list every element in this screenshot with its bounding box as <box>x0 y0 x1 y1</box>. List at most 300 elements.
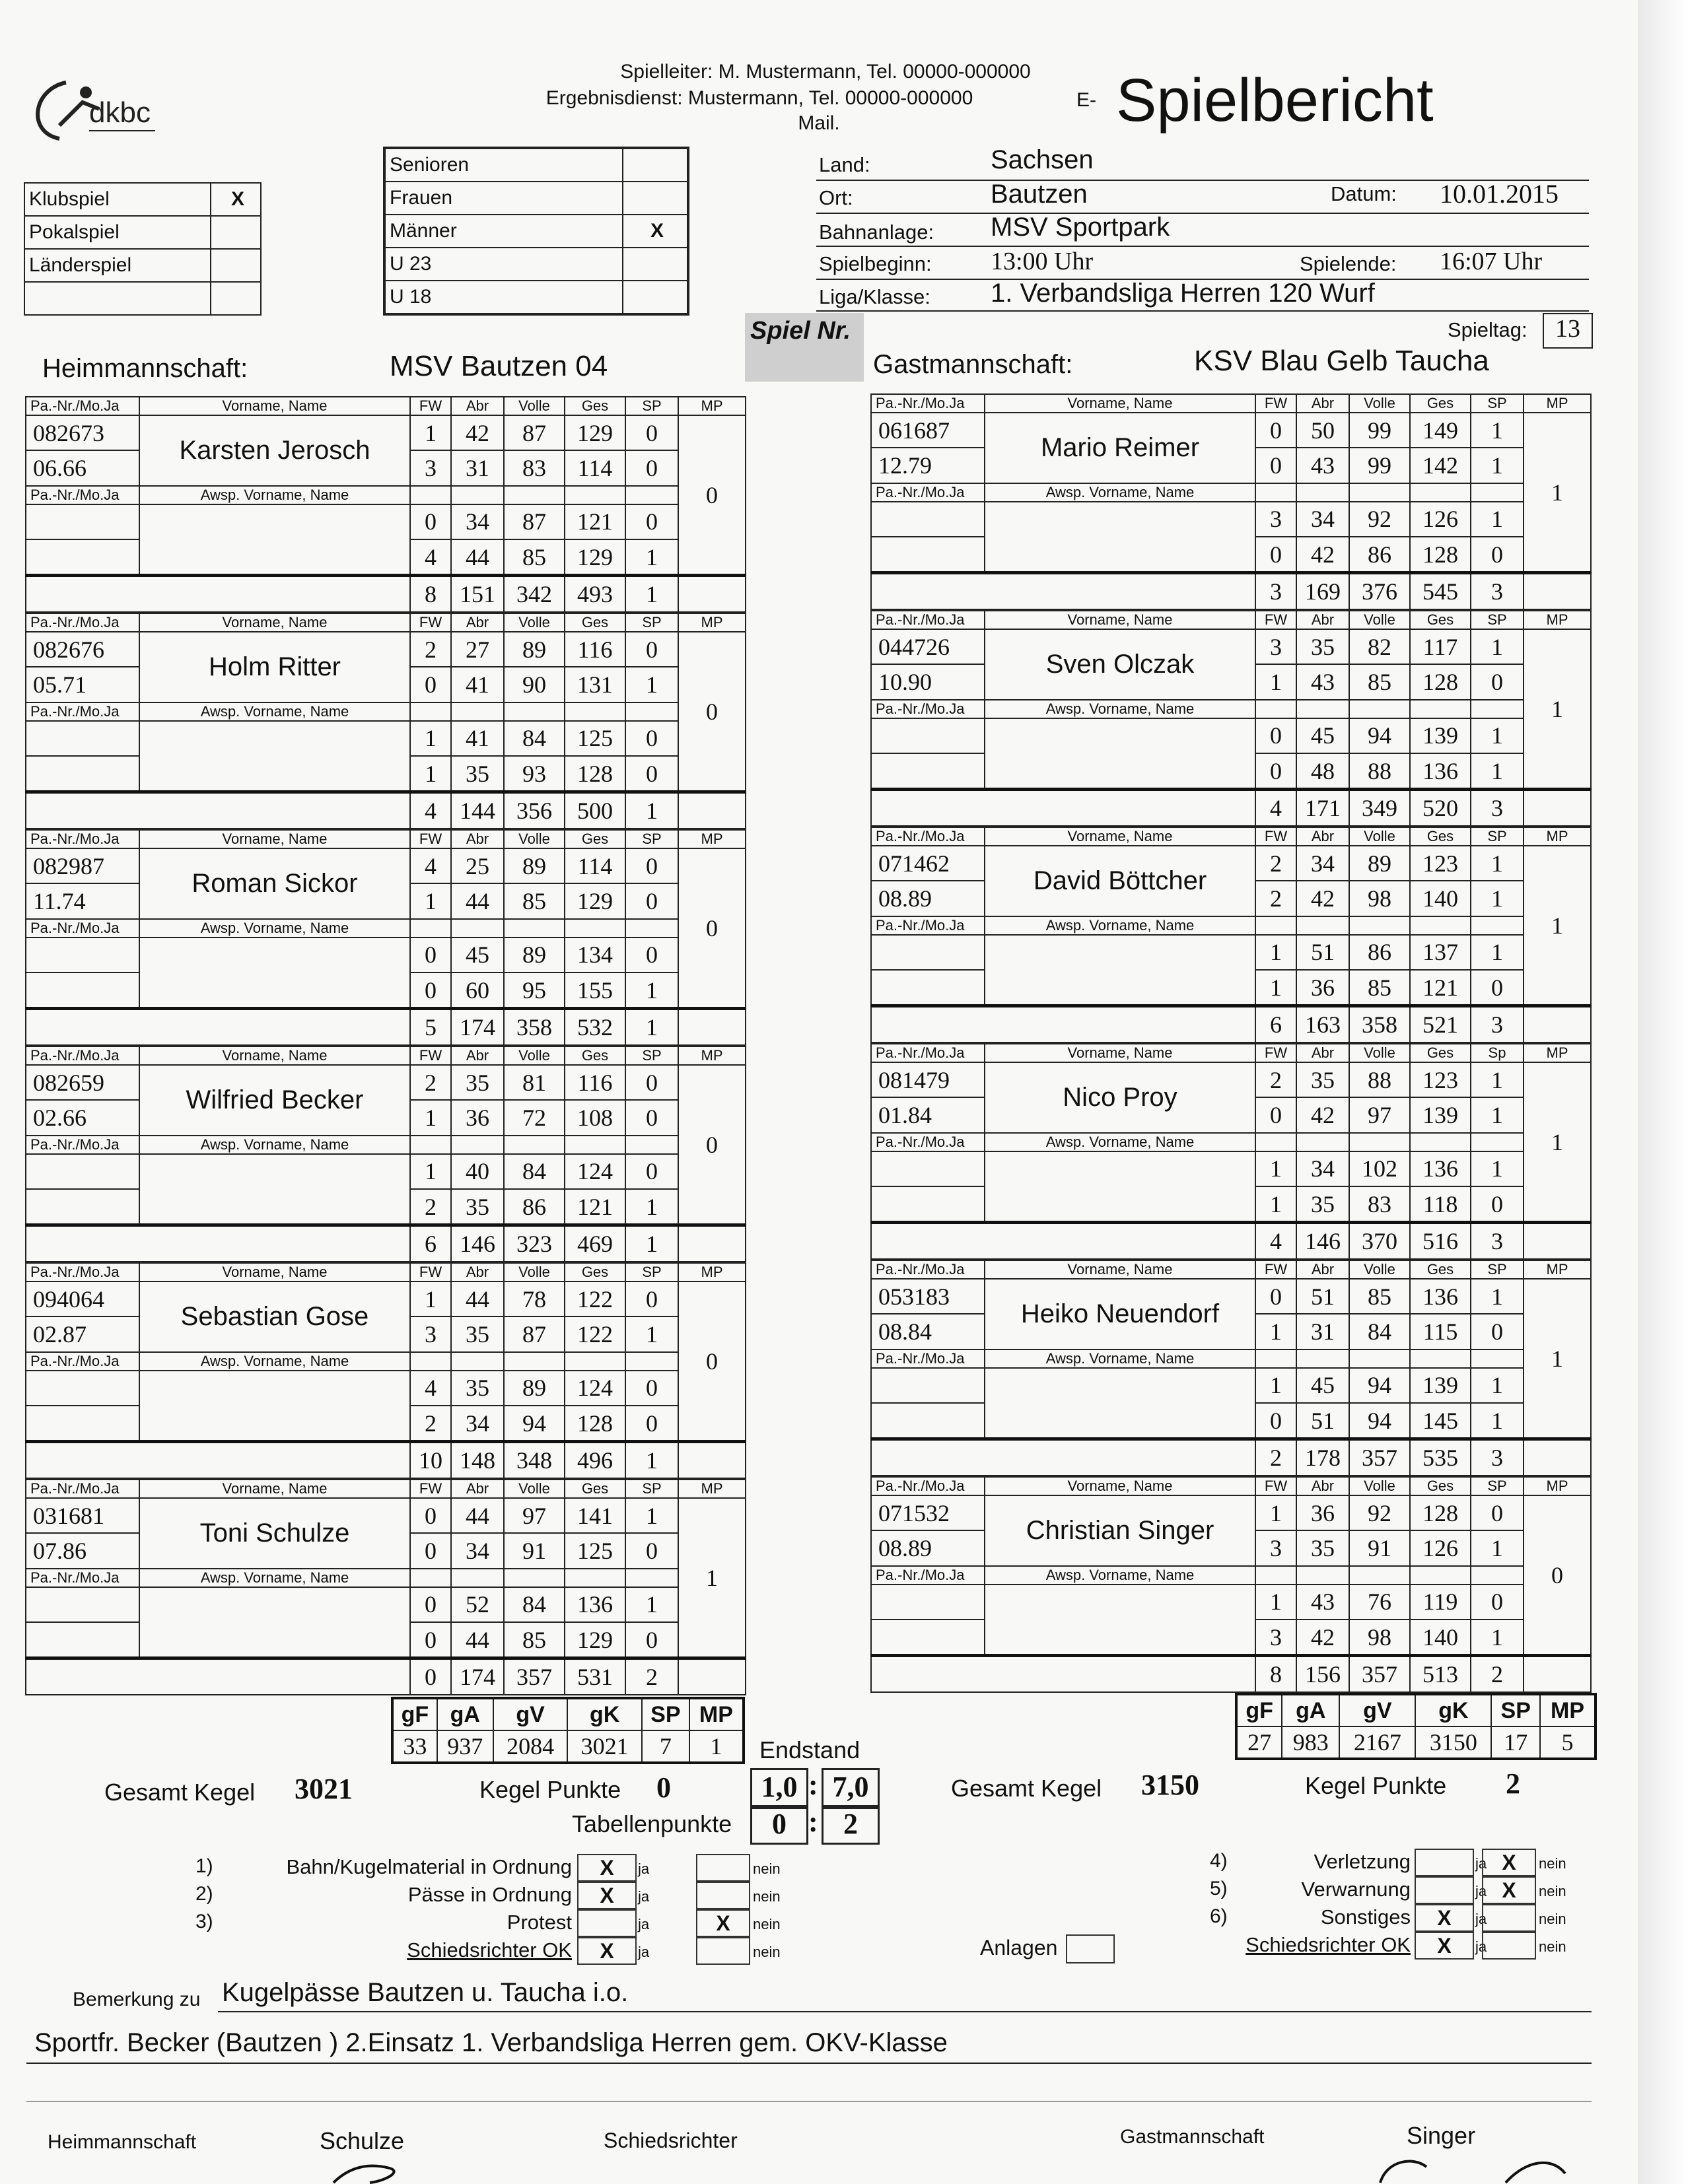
sp-cell: 1 <box>1471 1097 1524 1132</box>
check-ja-box[interactable]: X <box>577 1937 637 1965</box>
abr-header: Abr <box>1296 1477 1349 1495</box>
game-type-table <box>24 182 262 316</box>
fw-cell: 2 <box>410 1065 451 1100</box>
pa-header: Pa.-Nr./Mo.Ja <box>871 1349 985 1368</box>
fw-cell: 3 <box>1255 1620 1296 1656</box>
substitute-name[interactable] <box>139 1154 410 1225</box>
check-nein-box[interactable]: X <box>1482 1876 1536 1904</box>
ges-header: Ges <box>1410 1477 1471 1495</box>
name-header: Vorname, Name <box>139 1046 410 1065</box>
sp-header: SP <box>625 1480 678 1498</box>
fw-cell: 0 <box>410 667 451 702</box>
check-nein-box[interactable] <box>1482 1904 1536 1932</box>
fw-cell: 0 <box>410 938 451 973</box>
sp-cell: 1 <box>1471 935 1524 970</box>
sp-cell: 1 <box>1471 502 1524 537</box>
volle-cell: 84 <box>504 1154 565 1189</box>
ges-cell: 142 <box>1410 448 1471 483</box>
total-fw: 5 <box>410 1009 451 1045</box>
abr-cell: 45 <box>451 938 504 973</box>
guest-player-block <box>870 1476 1590 1693</box>
volle-cell: 87 <box>504 1316 565 1351</box>
summary-header: gK <box>1415 1694 1491 1726</box>
sp-cell: 0 <box>1471 1495 1524 1530</box>
player-pass-number: 071532 <box>871 1495 985 1530</box>
player-pass-number: 082659 <box>26 1065 139 1100</box>
fw-cell: 2 <box>1255 1062 1296 1097</box>
total-sp: 3 <box>1471 1439 1524 1476</box>
abr-header: Abr <box>451 613 504 632</box>
ges-cell: 122 <box>565 1316 625 1351</box>
abr-cell: 43 <box>1296 664 1349 699</box>
check-nein-box[interactable] <box>696 1882 750 1909</box>
check-ja-box[interactable] <box>1415 1849 1474 1876</box>
sp-cell: 0 <box>1471 1186 1524 1223</box>
ja-label: ja <box>1475 1883 1487 1899</box>
fw-cell: 4 <box>410 1371 451 1406</box>
fw-cell: 4 <box>410 848 451 883</box>
pa-header: Pa.-Nr./Mo.Ja <box>871 611 985 629</box>
abr-cell: 34 <box>451 504 504 539</box>
mp-cell: 0 <box>678 632 746 792</box>
name-header: Vorname, Name <box>985 394 1255 413</box>
check-ja-box[interactable] <box>1415 1876 1474 1904</box>
fw-cell: 0 <box>1255 1279 1296 1314</box>
home-punkte-label: Kegel Punkte <box>479 1776 621 1803</box>
summary-value: 7 <box>642 1730 689 1763</box>
nein-label: nein <box>1539 1938 1566 1955</box>
page-title: Spielbericht <box>1116 67 1434 134</box>
total-fw: 8 <box>1255 1656 1296 1692</box>
summary-value: 33 <box>392 1730 437 1763</box>
pa-header: Pa.-Nr./Mo.Ja <box>26 830 139 848</box>
category-mark[interactable]: X <box>623 215 688 248</box>
total-abr: 171 <box>1296 790 1349 826</box>
check-nein-box[interactable] <box>1482 1932 1536 1960</box>
check-nein-box[interactable] <box>696 1854 750 1882</box>
substitute-header: Awsp. Vorname, Name <box>139 1569 410 1587</box>
category-label: U 23 <box>384 248 623 281</box>
check-label: Bahn/Kugelmaterial in Ordnung <box>286 1855 572 1878</box>
name-header: Vorname, Name <box>985 827 1255 846</box>
guest-punkte-label: Kegel Punkte <box>1305 1772 1447 1799</box>
ges-cell: 136 <box>1410 1279 1471 1314</box>
mp-cell: 0 <box>678 415 746 576</box>
ende-label: Spielende: <box>1300 252 1397 275</box>
sp-cell: 1 <box>1471 1062 1524 1097</box>
pa-header: Pa.-Nr./Mo.Ja <box>871 1477 985 1495</box>
total-volle: 357 <box>504 1658 565 1695</box>
check-nein-box[interactable] <box>696 1937 750 1965</box>
home-player-table <box>25 613 746 829</box>
check-ja-box[interactable]: X <box>577 1882 637 1909</box>
sp-cell: 1 <box>1471 1403 1524 1439</box>
abr-header: Abr <box>1296 1260 1349 1279</box>
check-ja-box[interactable] <box>577 1909 637 1937</box>
name-header: Vorname, Name <box>985 1477 1255 1495</box>
volle-cell: 94 <box>1349 718 1410 753</box>
home-summary-table <box>391 1697 745 1764</box>
ges-cell: 149 <box>1410 413 1471 448</box>
substitute-name[interactable] <box>985 935 1255 1006</box>
substitute-name[interactable] <box>985 1368 1255 1439</box>
fw-cell: 0 <box>410 1498 451 1533</box>
abr-cell: 42 <box>1296 1620 1349 1656</box>
total-volle: 370 <box>1349 1223 1410 1259</box>
abr-cell: 40 <box>451 1154 504 1189</box>
fw-cell: 3 <box>1255 1530 1296 1565</box>
volle-cell: 85 <box>1349 664 1410 699</box>
fw-cell: 1 <box>1255 1186 1296 1223</box>
substitute-header: Awsp. Vorname, Name <box>985 1566 1255 1585</box>
fw-header: FW <box>1255 1044 1296 1062</box>
ges-cell: 139 <box>1410 718 1471 753</box>
land-label: Land: <box>819 153 870 176</box>
mp-header: MP <box>678 613 746 632</box>
sp-cell: 1 <box>625 539 678 576</box>
endstand-guest: 7,0 <box>822 1768 880 1809</box>
abr-header: Abr <box>451 830 504 848</box>
datum-value: 10.01.2015 <box>1440 179 1559 209</box>
total-fw: 6 <box>410 1225 451 1262</box>
pa-header: Pa.-Nr./Mo.Ja <box>26 1352 139 1371</box>
substitute-name[interactable] <box>139 721 410 792</box>
mp-header: MP <box>678 830 746 848</box>
ges-header: Ges <box>565 1046 625 1065</box>
category-mark[interactable] <box>623 248 688 281</box>
nein-label: nein <box>753 1944 781 1960</box>
volle-cell: 97 <box>1349 1097 1410 1132</box>
abr-header: Abr <box>451 397 504 415</box>
game-type-mark[interactable] <box>211 216 261 249</box>
home-player-block <box>25 1262 745 1479</box>
substitute-header: Awsp. Vorname, Name <box>139 919 410 938</box>
total-fw: 3 <box>1255 573 1296 609</box>
total-abr: 144 <box>451 792 504 829</box>
sp-header: SP <box>1471 611 1524 629</box>
ges-cell: 145 <box>1410 1403 1471 1439</box>
category-label: Männer <box>384 215 623 248</box>
ges-cell: 125 <box>565 721 625 756</box>
summary-value: 27 <box>1236 1726 1282 1759</box>
substitute-name[interactable] <box>139 1587 410 1658</box>
player-pass-number: 044726 <box>871 629 985 664</box>
fw-header: FW <box>410 1263 451 1281</box>
total-fw: 2 <box>1255 1439 1296 1476</box>
category-mark[interactable] <box>623 148 688 182</box>
pa-header: Pa.-Nr./Mo.Ja <box>26 397 139 415</box>
fw-cell: 0 <box>410 1622 451 1658</box>
fw-cell: 2 <box>1255 881 1296 916</box>
summary-value: 5 <box>1540 1726 1596 1759</box>
substitute-name[interactable] <box>139 504 410 576</box>
abr-cell: 44 <box>451 1498 504 1533</box>
guest-player-table <box>870 1476 1592 1693</box>
spiel-nr-label: Spiel Nr. <box>750 317 851 345</box>
check-nein-box[interactable]: X <box>1482 1849 1536 1876</box>
substitute-name[interactable] <box>139 1371 410 1442</box>
sp-header: SP <box>1471 1477 1524 1495</box>
total-ges: 500 <box>565 792 625 829</box>
substitute-header: Awsp. Vorname, Name <box>139 1136 410 1154</box>
sp-cell: 1 <box>625 1498 678 1533</box>
player-pass-number: 053183 <box>871 1279 985 1314</box>
sp-cell: 1 <box>1471 1151 1524 1186</box>
sp-cell: 0 <box>625 1065 678 1100</box>
summary-header: gV <box>1339 1694 1415 1726</box>
sp-cell: 0 <box>625 1100 678 1135</box>
header-line-3: Mail. <box>798 112 840 134</box>
substitute-name[interactable] <box>985 502 1255 573</box>
total-abr: 148 <box>451 1442 504 1478</box>
abr-header: Abr <box>1296 827 1349 846</box>
fw-cell: 1 <box>1255 1368 1296 1403</box>
sp-cell: 1 <box>625 973 678 1009</box>
category-label: Senioren <box>384 148 623 182</box>
substitute-header: Awsp. Vorname, Name <box>985 483 1255 502</box>
mp-cell: 1 <box>1524 629 1591 790</box>
home-player-block <box>25 396 745 613</box>
player-pass-number: 031681 <box>26 1498 139 1533</box>
volle-cell: 85 <box>504 1622 565 1658</box>
substitute-name[interactable] <box>985 1585 1255 1656</box>
summary-value: 17 <box>1491 1726 1540 1759</box>
player-birth-date: 08.84 <box>871 1314 985 1349</box>
abr-header: Abr <box>451 1046 504 1065</box>
sp-header: SP <box>625 830 678 848</box>
ges-cell: 136 <box>565 1587 625 1622</box>
abr-cell: 60 <box>451 973 504 1009</box>
sp-cell: 0 <box>1471 1585 1524 1620</box>
total-sp: 2 <box>1471 1656 1524 1692</box>
abr-cell: 41 <box>451 721 504 756</box>
home-player-block <box>25 613 745 829</box>
ort-label: Ort: <box>819 186 853 209</box>
pa-header: Pa.-Nr./Mo.Ja <box>26 702 139 721</box>
abr-cell: 25 <box>451 848 504 883</box>
ges-cell: 128 <box>1410 1495 1471 1530</box>
volle-cell: 84 <box>1349 1314 1410 1349</box>
summary-value: 2167 <box>1339 1726 1415 1759</box>
ges-cell: 126 <box>1410 1530 1471 1565</box>
fw-cell: 0 <box>1255 448 1296 483</box>
sp-cell: 0 <box>1471 664 1524 699</box>
abr-cell: 43 <box>1296 1585 1349 1620</box>
guest-player-table <box>870 1260 1592 1476</box>
pa-header: Pa.-Nr./Mo.Ja <box>871 916 985 935</box>
volle-cell: 86 <box>504 1189 565 1225</box>
tabellen-guest: 2 <box>822 1805 880 1845</box>
fw-cell: 3 <box>1255 629 1296 664</box>
mp-cell: 0 <box>1524 1495 1591 1656</box>
substitute-name[interactable] <box>985 718 1255 790</box>
ja-label: ja <box>638 1888 650 1905</box>
volle-header: Volle <box>1349 827 1410 846</box>
mp-cell: 1 <box>1524 1279 1591 1439</box>
pa-header: Pa.-Nr./Mo.Ja <box>871 394 985 413</box>
mp-header: MP <box>1524 1044 1591 1062</box>
sp-cell: 0 <box>625 1281 678 1316</box>
category-table <box>383 147 689 316</box>
total-abr: 174 <box>451 1009 504 1045</box>
total-abr: 169 <box>1296 573 1349 609</box>
total-ges: 496 <box>565 1442 625 1478</box>
abr-cell: 45 <box>1296 1368 1349 1403</box>
mp-cell: 1 <box>1524 413 1591 573</box>
check-nein-box[interactable]: X <box>696 1909 750 1937</box>
sp-header: SP <box>625 1263 678 1281</box>
abr-cell: 34 <box>1296 1151 1349 1186</box>
sp-cell: 0 <box>625 1622 678 1658</box>
check-number: 4) <box>1210 1850 1228 1872</box>
game-type-label <box>24 282 211 315</box>
home-player-block <box>25 829 745 1046</box>
spieltag-label: Spieltag: <box>1448 318 1527 341</box>
player-birth-date: 08.89 <box>871 1530 985 1565</box>
ges-cell: 119 <box>1410 1585 1471 1620</box>
total-volle: 356 <box>504 792 565 829</box>
fw-header: FW <box>1255 827 1296 846</box>
home-team-label: Heimmannschaft: <box>42 354 248 383</box>
total-ges: 545 <box>1410 573 1471 609</box>
volle-cell: 83 <box>1349 1186 1410 1223</box>
total-sp: 3 <box>1471 1223 1524 1259</box>
abr-cell: 35 <box>1296 1186 1349 1223</box>
mp-cell: 0 <box>678 848 746 1009</box>
game-type-mark[interactable]: X <box>211 183 261 216</box>
ges-cell: 121 <box>565 1189 625 1225</box>
total-abr: 151 <box>451 576 504 612</box>
ges-cell: 137 <box>1410 935 1471 970</box>
home-kegel-label: Gesamt Kegel <box>104 1779 256 1806</box>
volle-cell: 89 <box>504 938 565 973</box>
sig-home-name: Schulze <box>320 2127 405 2154</box>
guest-team-label: Gastmannschaft: <box>873 350 1073 379</box>
total-fw: 4 <box>1255 790 1296 826</box>
check-ja-box[interactable]: X <box>577 1854 637 1882</box>
game-type-mark[interactable] <box>211 249 261 282</box>
fw-cell: 0 <box>1255 537 1296 573</box>
name-header: Vorname, Name <box>139 613 410 632</box>
tabellen-label: Tabellenpunkte <box>572 1810 732 1837</box>
sp-cell: 0 <box>1471 537 1524 573</box>
endstand-home: 1,0 <box>750 1768 808 1809</box>
check-number: 6) <box>1210 1905 1228 1927</box>
player-birth-date: 05.71 <box>26 667 139 702</box>
nein-label: nein <box>753 1916 781 1932</box>
ges-cell: 121 <box>1410 970 1471 1006</box>
total-volle: 348 <box>504 1442 565 1478</box>
summary-header: SP <box>642 1698 689 1730</box>
spiel-nr-field[interactable] <box>745 313 864 382</box>
total-abr: 174 <box>451 1658 504 1695</box>
endstand-label: Endstand <box>759 1736 860 1763</box>
substitute-header: Awsp. Vorname, Name <box>985 1133 1255 1151</box>
volle-cell: 85 <box>504 539 565 576</box>
sp-header: SP <box>1471 394 1524 413</box>
pa-header: Pa.-Nr./Mo.Ja <box>871 700 985 718</box>
category-mark[interactable] <box>623 281 688 314</box>
total-abr: 156 <box>1296 1656 1349 1692</box>
player-name: Wilfried Becker <box>139 1065 410 1136</box>
sp-cell: 0 <box>1471 1314 1524 1349</box>
remarks-line-2: Sportfr. Becker (Bautzen ) 2.Einsatz 1. Verbandsliga Herren gem. OKV-Klasse <box>34 2028 948 2057</box>
pa-header: Pa.-Nr./Mo.Ja <box>26 1046 139 1065</box>
volle-header: Volle <box>504 1480 565 1498</box>
total-volle: 358 <box>1349 1006 1410 1042</box>
category-mark[interactable] <box>623 182 688 215</box>
liga-label: Liga/Klasse: <box>819 285 930 308</box>
sp-cell: 0 <box>625 883 678 918</box>
fw-cell: 1 <box>1255 1151 1296 1186</box>
abr-cell: 35 <box>1296 629 1349 664</box>
home-punkte-value: 0 <box>656 1771 671 1804</box>
volle-cell: 89 <box>1349 846 1410 881</box>
abr-cell: 35 <box>1296 1062 1349 1097</box>
substitute-name[interactable] <box>985 1151 1255 1223</box>
sp-cell: 0 <box>625 450 678 485</box>
fw-cell: 1 <box>1255 1314 1296 1349</box>
pa-header: Pa.-Nr./Mo.Ja <box>26 1136 139 1154</box>
game-type-mark[interactable] <box>211 282 261 315</box>
game-type-label: Pokalspiel <box>24 216 211 249</box>
check-ja-box[interactable]: X <box>1415 1904 1474 1932</box>
substitute-name[interactable] <box>139 938 410 1009</box>
sp-cell: 1 <box>625 1316 678 1351</box>
summary-header: gF <box>392 1698 437 1730</box>
ges-cell: 129 <box>565 415 625 450</box>
sp-cell: 0 <box>625 1533 678 1568</box>
sp-cell: 1 <box>1471 881 1524 916</box>
liga-value: 1. Verbandsliga Herren 120 Wurf <box>991 279 1375 308</box>
abr-cell: 42 <box>1296 881 1349 916</box>
player-birth-date: 12.79 <box>871 448 985 483</box>
abr-cell: 42 <box>1296 1097 1349 1132</box>
sp-header: SP <box>625 613 678 632</box>
ges-cell: 116 <box>565 632 625 667</box>
mp-cell: 0 <box>678 1065 746 1225</box>
ges-cell: 115 <box>1410 1314 1471 1349</box>
pa-header: Pa.-Nr./Mo.Ja <box>871 483 985 502</box>
fw-header: FW <box>410 830 451 848</box>
abr-cell: 35 <box>451 1371 504 1406</box>
ges-cell: 155 <box>565 973 625 1009</box>
volle-cell: 89 <box>504 1371 565 1406</box>
abr-cell: 34 <box>451 1406 504 1442</box>
sp-cell: 0 <box>625 1154 678 1189</box>
summary-header: gA <box>437 1698 493 1730</box>
land-value: Sachsen <box>991 145 1094 174</box>
volle-cell: 95 <box>504 973 565 1009</box>
ja-label: ja <box>1475 1938 1487 1955</box>
abr-cell: 36 <box>1296 970 1349 1006</box>
abr-cell: 35 <box>1296 1530 1349 1565</box>
ja-label: ja <box>638 1916 650 1932</box>
volle-cell: 85 <box>1349 970 1410 1006</box>
volle-cell: 98 <box>1349 1620 1410 1656</box>
mp-cell: 1 <box>678 1498 746 1658</box>
fw-cell: 3 <box>410 1316 451 1351</box>
summary-header: gF <box>1236 1694 1282 1726</box>
volle-header: Volle <box>1349 611 1410 629</box>
player-birth-date: 06.66 <box>26 450 139 485</box>
volle-cell: 86 <box>1349 935 1410 970</box>
volle-cell: 89 <box>504 632 565 667</box>
total-abr: 146 <box>1296 1223 1349 1259</box>
check-ja-box[interactable]: X <box>1415 1932 1474 1960</box>
anlagen-box[interactable] <box>1066 1934 1115 1963</box>
ges-header: Ges <box>565 830 625 848</box>
